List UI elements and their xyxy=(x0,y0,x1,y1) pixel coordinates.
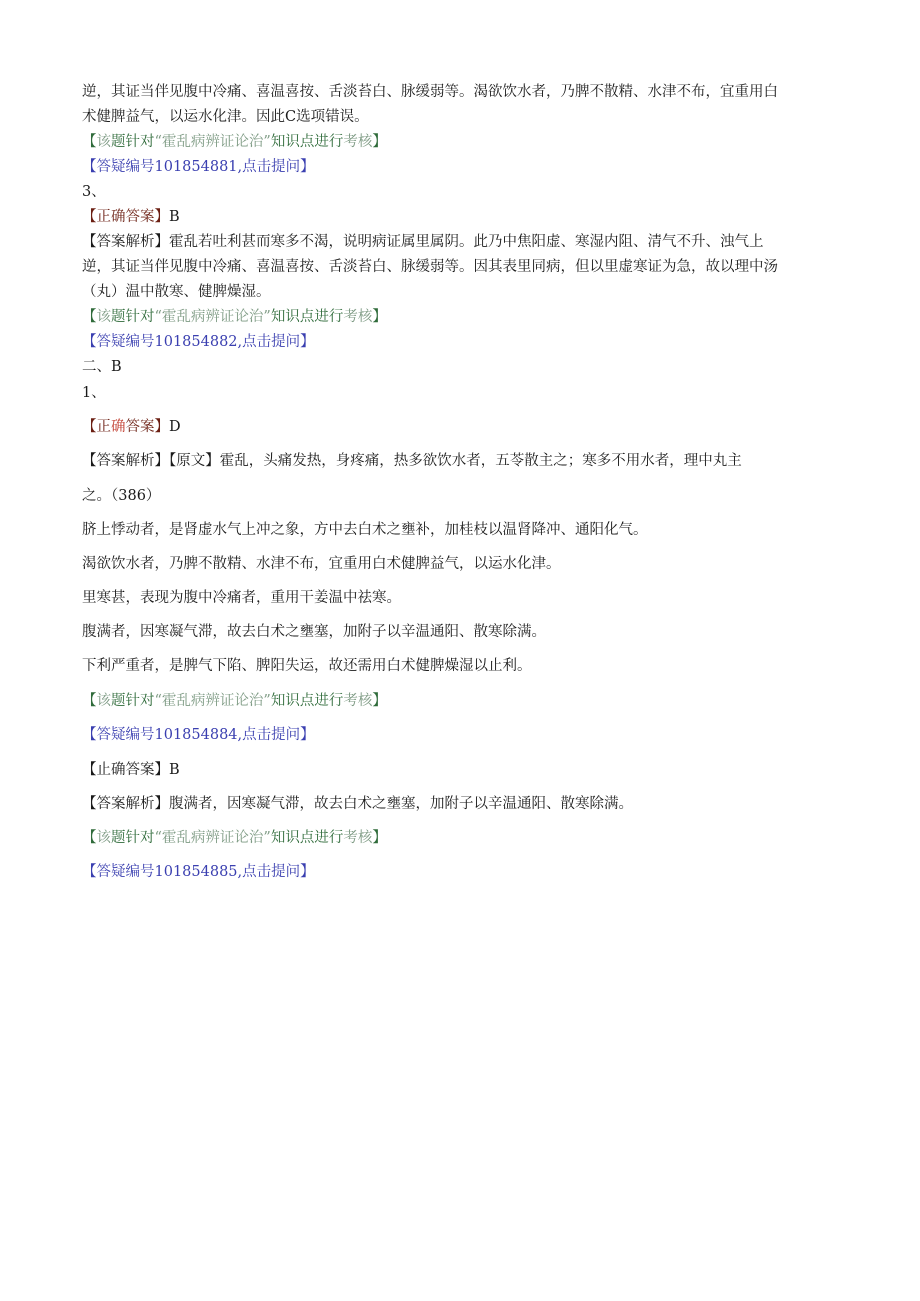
correct-answer: 【止确答案】B xyxy=(82,762,180,778)
answer-analysis: 【答案解析】【原文】霍乱，头痛发热，身疼痛，热多欲饮水者，五苓散主之；寒多不用水者，理中丸主 xyxy=(82,453,742,469)
question-number: 3、 xyxy=(82,184,106,200)
paragraph-line: 脐上悸动者，是肾虚水气上冲之象，方中去白术之壅补，加桂枝以温肾降冲、通阳化气。 xyxy=(82,522,648,538)
correct-answer: 【正确答案】B xyxy=(82,209,180,225)
paragraph-line: 逆，其证当伴见腹中冷痛、喜温喜按、舌淡苔白、脉缓弱等。渴欲饮水者，乃脾不散精、水津不布，宜重用白 xyxy=(82,84,778,100)
knowledge-point-note: 【该题针对“霍乱病辨证论治”知识点进行考核】 xyxy=(82,134,387,150)
correct-answer: 【正确答案】D xyxy=(82,419,181,435)
paragraph-line: 之。（386） xyxy=(82,488,161,504)
answer-analysis: 【答案解析】腹满者，因寒凝气滞，故去白术之壅塞，加附子以辛温通阳、散寒除满。 xyxy=(82,796,633,812)
paragraph-line: 里寒甚，表现为腹中冷痛者，重用干姜温中祛寒。 xyxy=(82,590,401,606)
paragraph-line: 腹满者，因寒凝气滞，故去白术之壅塞，加附子以辛温通阳、散寒除满。 xyxy=(82,624,546,640)
paragraph-line: 渴欲饮水者，乃脾不散精、水津不布，宜重用白术健脾益气，以运水化津。 xyxy=(82,556,561,572)
knowledge-point-note: 【该题针对“霍乱病辨证论治”知识点进行考核】 xyxy=(82,309,387,325)
question-number: 1、 xyxy=(82,385,106,401)
ask-question-link[interactable]: 【答疑编号101854882,点击提问】 xyxy=(82,334,315,350)
ask-question-link[interactable]: 【答疑编号101854884,点击提问】 xyxy=(82,727,315,743)
knowledge-point-note: 【该题针对“霍乱病辨证论治”知识点进行考核】 xyxy=(82,693,387,709)
paragraph-line: 术健脾益气，以运水化津。因此C选项错误。 xyxy=(82,109,369,125)
paragraph-line: 下利严重者，是脾气下陷、脾阳失运，故还需用白术健脾燥湿以止利。 xyxy=(82,658,532,674)
ask-question-link[interactable]: 【答疑编号101854885,点击提问】 xyxy=(82,864,315,880)
paragraph-line: （丸）温中散寒、健脾燥湿。 xyxy=(82,284,271,300)
answer-analysis: 【答案解析】霍乱若吐利甚而寒多不渴，说明病证属里属阴。此乃中焦阳虚、寒湿内阻、清气不升、浊气上 xyxy=(82,234,764,250)
paragraph-line: 逆，其证当伴见腹中冷痛、喜温喜按、舌淡苔白、脉缓弱等。因其表里同病，但以里虚寒证为急，故以理中汤 xyxy=(82,259,778,275)
section-heading: 二、B xyxy=(82,359,122,375)
knowledge-point-note: 【该题针对“霍乱病辨证论治”知识点进行考核】 xyxy=(82,830,387,846)
ask-question-link[interactable]: 【答疑编号101854881,点击提问】 xyxy=(82,159,315,175)
